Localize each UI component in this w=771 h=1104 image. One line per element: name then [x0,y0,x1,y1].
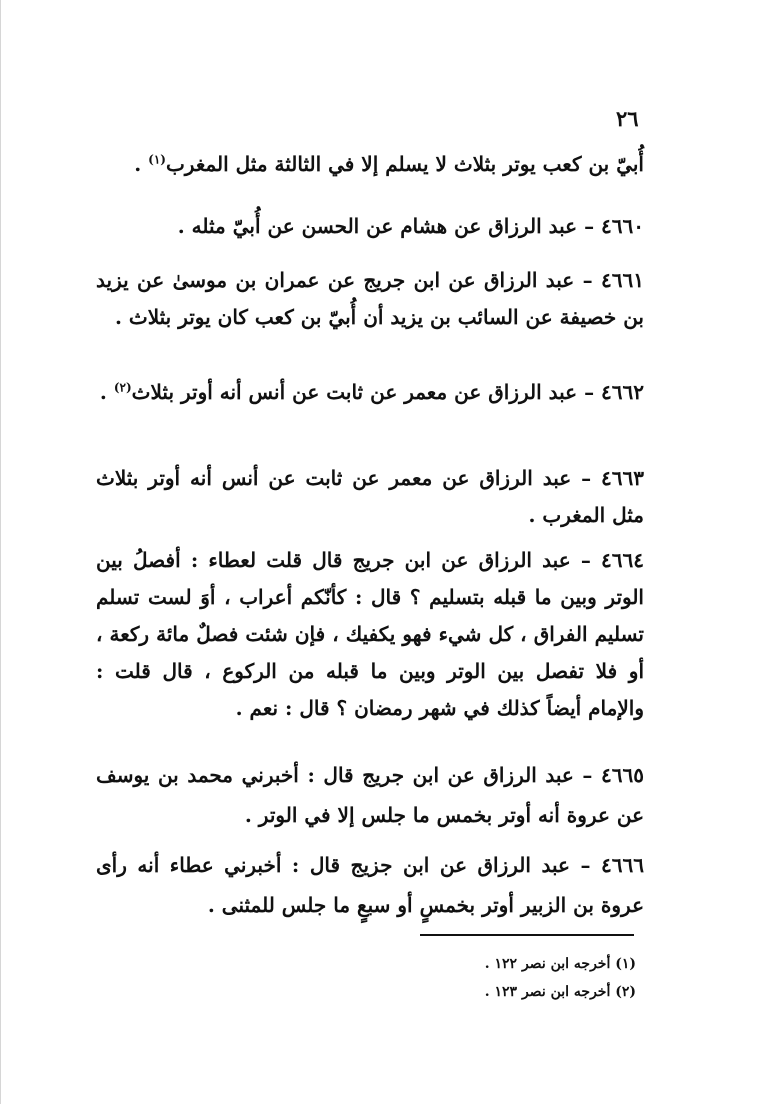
entry-4662 [96,374,644,411]
entry-4666 [96,845,644,925]
footnotes [380,950,636,1006]
entry-4664 [96,542,644,727]
entry-4663-text: ٤٦٦٣ – عبد الرزاق عن معمر عن ثابت عن أنس أنه أوتر بثلاث مثل المغرب . [96,466,644,527]
entry-4666-text: ٤٦٦٦ – عبد الرزاق عن ابن جزيج قال : أخبرني عطاء أنه رأى عروة بن الزبير أوتر بخمسٍ أو سبعٍ ما جلس للمثنى . [96,853,644,917]
entry-4661 [96,262,644,336]
entry-4661-text: ٤٦٦١ – عبد الرزاق عن ابن جريج عن عمران بن موسىٰ عن يزيد بن خصيفة عن السائب بن يزيد أن أُبيّ بن كعب كان يوتر بثلاث . [96,268,644,329]
intro-end: . [134,152,149,176]
entry-4662-text: ٤٦٦٢ – عبد الرزاق عن معمر عن ثابت عن أنس أنه أوتر بثلاث [131,380,644,404]
entry-4665 [96,755,644,835]
entry-4660 [96,208,644,245]
entry-4665-text: ٤٦٦٥ – عبد الرزاق عن ابن جريج قال : أخبرني محمد بن يوسف عن عروة أنه أوتر بخمس ما جلس إلا في الوتر . [96,763,644,827]
footnote-divider [420,934,634,936]
intro-text: أُبيّ بن كعب يوتر بثلاث لا يسلم إلا في الثالثة مثل المغرب [165,152,644,176]
footnote-2: (٢) أخرجه ابن نصر ١٢٣ . [484,984,636,1000]
footnote-ref-1[interactable]: (١) [148,152,166,167]
intro-paragraph [96,146,644,183]
entry-4660-text: ٤٦٦٠ – عبد الرزاق عن هشام عن الحسن عن أُبيّ مثله . [177,214,644,238]
scan-edge [0,0,9,1104]
footnote-1: (١) أخرجه ابن نصر ١٢٢ . [484,956,636,972]
entry-4662-end: . [99,380,114,404]
entry-4664-text: ٤٦٦٤ – عبد الرزاق عن ابن جريج قال قلت لعطاء : أفصلُ بين الوتر وبين ما قبله بتسليم ؟ قال : كأنّكم أعراب ، أوَ لست تسلم تسليم الفراق ، كل شيء فهو يكفيك ، فإن شئت فصلٌ مائة ركعة ، أو فلا تفصل بين الوتر وبين ما قبله من الركوع ، قال قلت : والإمام أيضاً كذلك في شهر رمضان ؟ قال : نعم . [96,548,644,720]
footnote-ref-2[interactable]: (٢) [113,380,132,395]
entry-4663 [96,460,644,534]
page-number: ٢٦ [616,106,639,131]
